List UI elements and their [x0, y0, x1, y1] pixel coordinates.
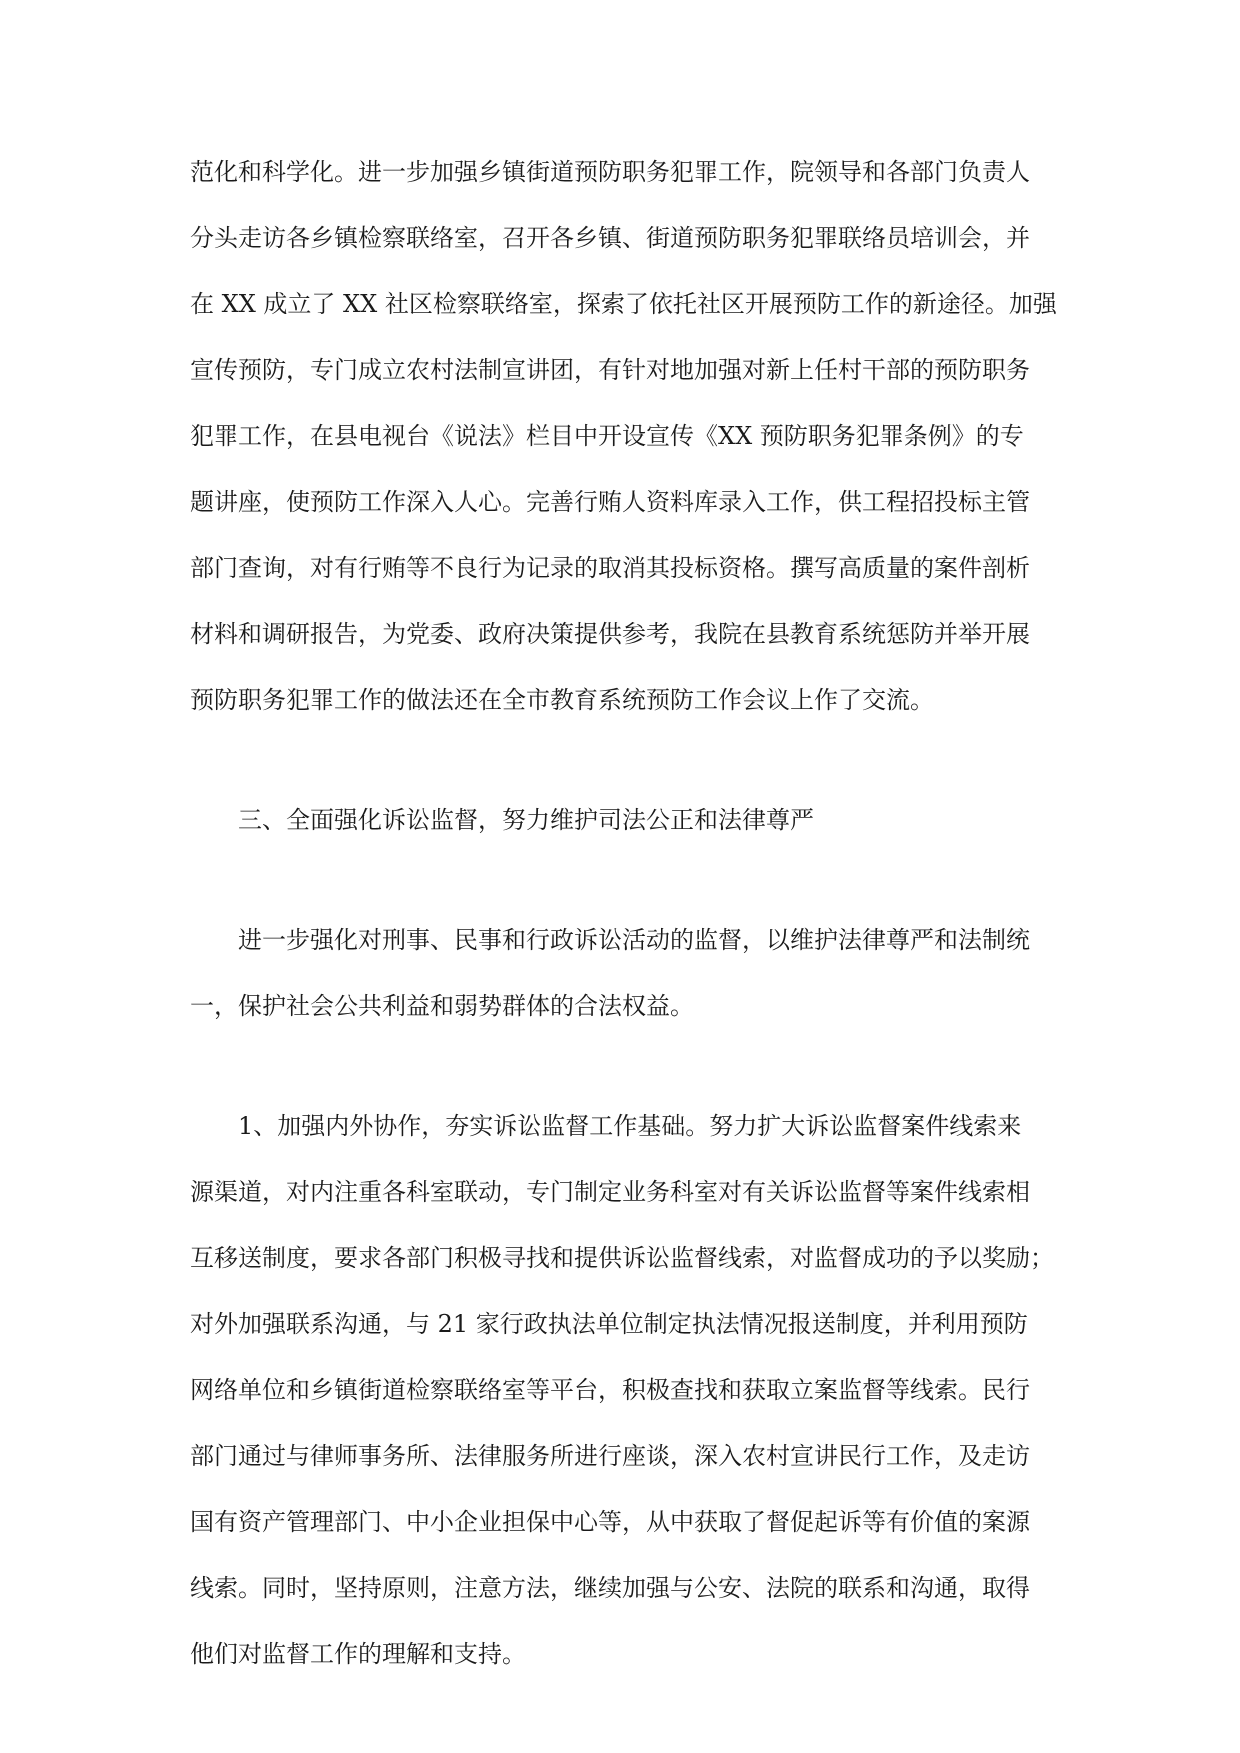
text-line: 进一步强化对刑事、民事和行政诉讼活动的监督，以维护法律尊严和法制统 — [238, 926, 1030, 954]
text-line: 互移送制度，要求各部门积极寻找和提供诉讼监督线索，对监督成功的予以奖励； — [190, 1244, 1054, 1272]
paragraph — [190, 160, 1060, 754]
text-line: 部门查询，对有行贿等不良行为记录的取消其投标资格。撰写高质量的案件剖析 — [190, 554, 1030, 582]
text-line: 对外加强联系沟通，与 21 家行政执法单位制定执法情况报送制度，并利用预防 — [190, 1310, 1028, 1338]
text-line: 宣传预防，专门成立农村法制宣讲团，有针对地加强对新上任村干部的预防职务 — [190, 356, 1030, 384]
text-line: 国有资产管理部门、中小企业担保中心等，从中获取了督促起诉等有价值的案源 — [190, 1508, 1030, 1536]
paragraph-spacer — [190, 874, 1060, 928]
paragraph-spacer — [190, 1060, 1060, 1114]
text-line: 犯罪工作，在县电视台《说法》栏目中开设宣传《XX 预防职务犯罪条例》的专 — [190, 422, 1024, 450]
text-line: 他们对监督工作的理解和支持。 — [190, 1640, 526, 1668]
text-line: 预防职务犯罪工作的做法还在全市教育系统预防工作会议上作了交流。 — [190, 686, 934, 714]
text-line: 部门通过与律师事务所、法律服务所进行座谈，深入农村宣讲民行工作，及走访 — [190, 1442, 1030, 1470]
paragraph — [190, 928, 1060, 1060]
paragraph — [190, 1114, 1060, 1708]
section-heading: 三、全面强化诉讼监督，努力维护司法公正和法律尊严 — [238, 806, 814, 834]
text-line: 1、加强内外协作，夯实诉讼监督工作基础。努力扩大诉讼监督案件线索来 — [238, 1112, 1022, 1140]
text-line: 网络单位和乡镇街道检察联络室等平台，积极查找和获取立案监督等线索。民行 — [190, 1376, 1030, 1404]
text-line: 在 XX 成立了 XX 社区检察联络室，探索了依托社区开展预防工作的新途径。加强 — [190, 290, 1057, 318]
text-line: 线索。同时，坚持原则，注意方法，继续加强与公安、法院的联系和沟通，取得 — [190, 1574, 1030, 1602]
text-line: 一，保护社会公共利益和弱势群体的合法权益。 — [190, 992, 694, 1020]
text-line: 材料和调研报告，为党委、政府决策提供参考，我院在县教育系统惩防并举开展 — [190, 620, 1030, 648]
text-line: 范化和科学化。进一步加强乡镇街道预防职务犯罪工作，院领导和各部门负责人 — [190, 158, 1030, 186]
paragraph-spacer — [190, 754, 1060, 808]
document-body — [190, 160, 1060, 1708]
text-line: 源渠道，对内注重各科室联动，专门制定业务科室对有关诉讼监督等案件线索相 — [190, 1178, 1030, 1206]
text-line: 分头走访各乡镇检察联络室，召开各乡镇、街道预防职务犯罪联络员培训会，并 — [190, 224, 1030, 252]
text-line: 题讲座，使预防工作深入人心。完善行贿人资料库录入工作，供工程招投标主管 — [190, 488, 1030, 516]
